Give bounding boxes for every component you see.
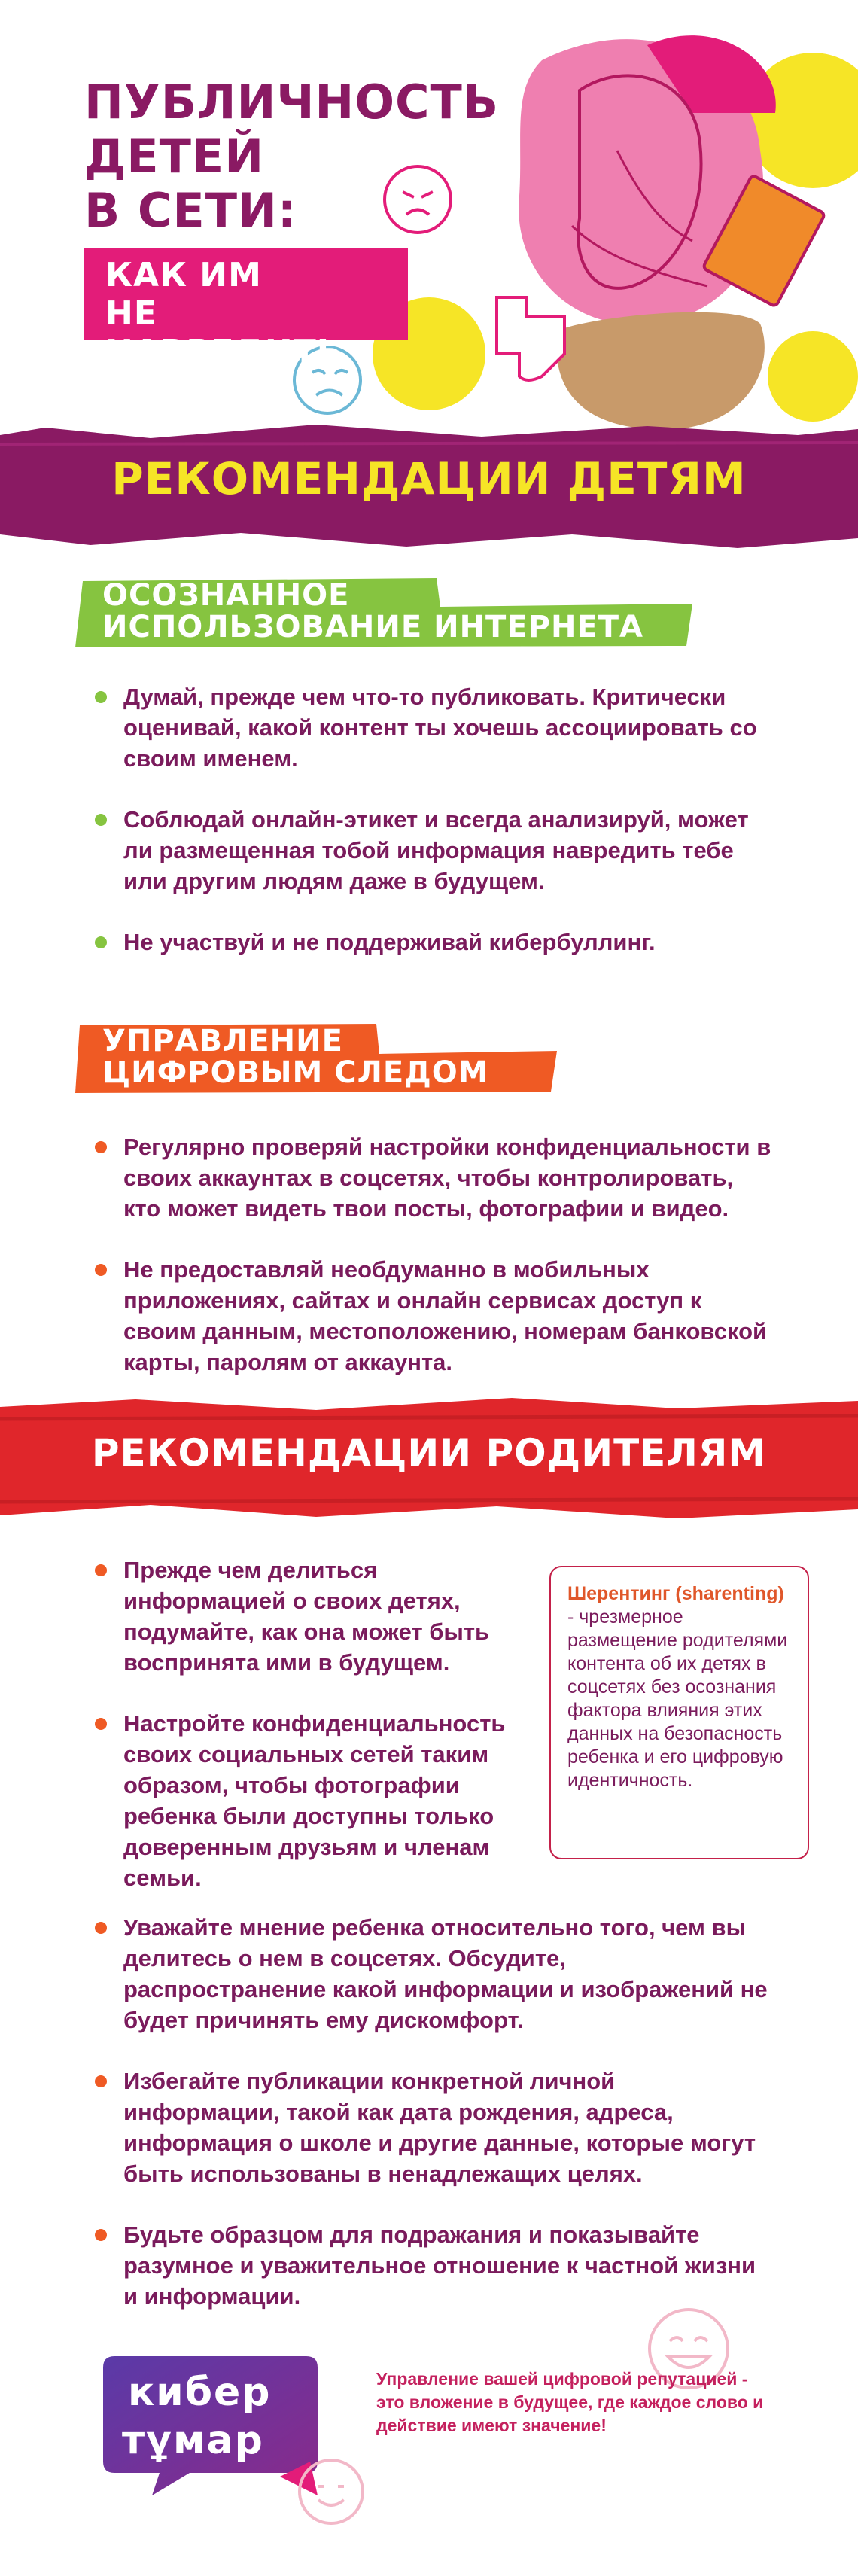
list-item: Думай, прежде чем что-то публиковать. Критически оценивай, какой контент ты хочешь ассоциировать со своим именем.	[95, 681, 772, 774]
subtitle-box: КАК ИМ НЕ НАВРЕДИТЬ	[84, 248, 408, 340]
list-item: Не предоставляй необдуманно в мобильных приложениях, сайтах и онлайн сервисах доступ к своим данным, местоположению, номерам банковской карты, паролям от аккаунта.	[95, 1254, 772, 1378]
list-item: Избегайте публикации конкретной личной информации, такой как дата рождения, адреса, информация о школе и другие данные, которые могут быть использованы в ненадлежащих целях.	[95, 2066, 772, 2189]
smile-emoji-icon	[290, 2450, 373, 2533]
list-item: Настройте конфиденциальность своих социальных сетей таким образом, чтобы фотографии ребенка были доступны только доверенным друзьям и членам семьи.	[95, 1708, 539, 1893]
page-title: ПУБЛИЧНОСТЬ ДЕТЕЙ В СЕТИ:	[84, 75, 500, 238]
tan-blob	[556, 312, 765, 430]
logo-line1: кибер	[128, 2370, 272, 2415]
list-item: Будьте образцом для подражания и показывайте разумное и уважительное отношение к частной жизни и информации.	[95, 2219, 772, 2312]
yellow-circle-right	[768, 331, 858, 422]
parents-banner-title: РЕКОМЕНДАЦИИ РОДИТЕЛЯМ	[91, 1431, 767, 1475]
list-item: Прежде чем делиться информацией о своих детях, подумайте, как она может быть воспринята ими в будущем.	[95, 1554, 539, 1678]
list-item: Соблюдай онлайн-этикет и всегда анализируй, может ли размещенная тобой информация навредить тебе или другим людям даже в будущем.	[95, 804, 772, 897]
footprint-list	[95, 1131, 772, 1378]
internet-list	[95, 681, 772, 958]
list-item: Уважайте мнение ребенка относительно того, чем вы делитесь о нем в соцсетях. Обсудите, распространение какой информации и изображений не будет причинять ему дискомфорт.	[95, 1912, 772, 2036]
kids-banner-title: РЕКОМЕНДАЦИИ ДЕТЯМ	[111, 453, 747, 504]
kids-banner	[0, 422, 858, 550]
parents-list-bottom	[95, 1912, 772, 2312]
definition-text: - чрезмерное размещение родителями контента об их детях в соцсетях без осознания фактора влияния этих данных на безопасность ребенка и его цифровую идентичность.	[567, 1606, 788, 1791]
list-item: Регулярно проверяй настройки конфиденциальности в своих аккаунтах в соцсетях, чтобы контролировать, кто может видеть твои посты, фотографии и видео.	[95, 1131, 772, 1224]
parents-banner	[0, 1396, 858, 1521]
definition-term: Шерентинг (sharenting)	[567, 1583, 784, 1604]
list-item: Не участвуй и не поддерживай кибербуллинг.	[95, 927, 772, 958]
section-footprint-heading: УПРАВЛЕНИЕ ЦИФРОВЫМ СЛЕДОМ	[75, 1024, 489, 1087]
parents-list-top	[95, 1554, 539, 1893]
section-internet-heading: ОСОЗНАННОЕ ИСПОЛЬЗОВАНИЕ ИНТЕРНЕТА	[75, 578, 644, 641]
thumbs-down-icon	[497, 297, 564, 380]
hero	[0, 0, 858, 422]
logo-line2: тұмар	[122, 2418, 264, 2463]
definition-box	[549, 1566, 809, 1859]
footer-quote: Управление вашей цифровой репутацией - это вложение в будущее, где каждое слово и действие имеют значение!	[376, 2369, 764, 2435]
